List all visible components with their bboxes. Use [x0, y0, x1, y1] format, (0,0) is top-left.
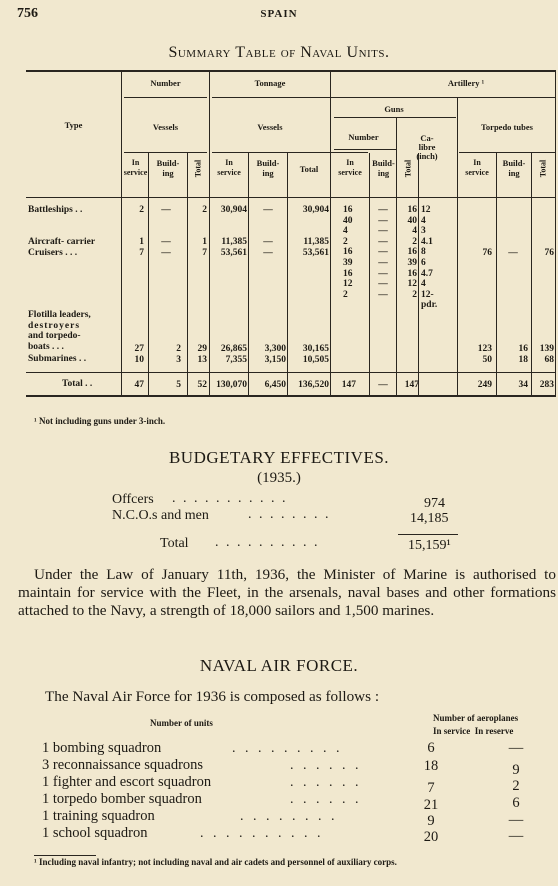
cell: 7 [202, 248, 207, 258]
cell: 68 [544, 355, 554, 365]
row-label-aircraft-carrier: Aircraft- carrier [28, 237, 96, 247]
head-torp-in-service: In service [465, 158, 489, 177]
leader-dots: . . . . . . [290, 792, 362, 807]
row-label-total: Total . . [62, 379, 93, 389]
cell: 10,505 [302, 355, 329, 365]
head-ton-total: Total [299, 164, 319, 174]
air-unit-row: 1 bombing squadron [42, 740, 162, 756]
cell: 52 [197, 380, 207, 390]
budget-total-label: Total [160, 536, 189, 551]
leader-dots: . . . . . . [290, 758, 362, 773]
row-label-submarines: Submarines . . [28, 354, 87, 364]
ncos-dots: . . . . . . . . [248, 507, 331, 522]
col-head-tonnage: Tonnage [254, 78, 286, 88]
head-gun-total: Total [403, 159, 413, 178]
officers-value: 974 [424, 496, 445, 511]
col-head-number: Number [150, 78, 181, 88]
cell: — [161, 248, 171, 258]
cell: 130,070 [216, 380, 247, 390]
in-reserve-value: — [508, 828, 524, 844]
leader-dots: . . . . . . . . . . [200, 826, 324, 841]
cell: 7,355 [225, 355, 247, 365]
cell: 139 [539, 344, 554, 354]
in-service-value: 7 [427, 780, 435, 796]
leader-dots: . . . . . . . . . [232, 741, 343, 756]
in-reserve-value: — [508, 740, 524, 756]
col-head-vessels-tonnage: Vessels [257, 122, 283, 132]
col-head-calibre: Ca- libre (inch) [416, 133, 438, 161]
in-reserve-value: 9 [512, 762, 520, 778]
cell: 3 [176, 355, 181, 365]
col-head-vessels-number: Vessels [152, 122, 179, 132]
air-unit-row: 1 torpedo bomber squadron [42, 791, 202, 807]
cell: 76 [544, 248, 554, 258]
naval-units-table [26, 70, 556, 396]
guns-calibre-column: 12 4 3 4.1 8 6 4.7 4 12- pdr. [421, 205, 438, 311]
head-gun-in-service: In service [338, 158, 362, 177]
cell: — [161, 205, 171, 215]
cell: 2 [202, 205, 207, 215]
cell: 11,385 [221, 237, 247, 247]
cell: 47 [134, 380, 144, 390]
cell: — [263, 248, 273, 258]
cell: 1 [202, 237, 207, 247]
footnote-rule [34, 855, 96, 856]
cell: 27 [134, 344, 144, 354]
ncos-label: N.C.O.s and men [112, 508, 209, 523]
col-head-units: Number of units [150, 718, 213, 728]
table-footnote: ¹ Not including guns under 3-inch. [34, 416, 166, 426]
in-reserve-value: — [508, 812, 524, 828]
guns-building-column: — — — — — — — — — [378, 205, 388, 300]
col-head-type: Type [64, 120, 83, 130]
cell: 16 [518, 344, 528, 354]
cell: — [161, 237, 171, 247]
cell: 7 [139, 248, 144, 258]
air-force-intro: The Naval Air Force for 1936 is composed as follows : [45, 688, 380, 705]
running-title: SPAIN [260, 8, 298, 20]
budget-total-value: 15,159¹ [408, 538, 451, 553]
air-unit-row: 3 reconnaissance squadrons [42, 757, 204, 773]
cell: 147 [404, 380, 419, 390]
cell: 11,385 [303, 237, 329, 247]
head-ton-in-service: In service [217, 158, 241, 177]
air-unit-row: 1 training squadron [42, 808, 155, 824]
budget-total-dots: . . . . . . . . . . [215, 535, 320, 550]
cell: 53,561 [302, 248, 329, 258]
cell: — [263, 237, 273, 247]
cell: 53,561 [220, 248, 247, 258]
page-number: 756 [17, 6, 38, 21]
row-label-flotilla: Flotilla leaders, destroyers and torpedo- boats . . . [28, 310, 91, 352]
guns-in-service-column: 16 40 4 2 16 39 16 12 2 [343, 205, 353, 300]
cell: 30,165 [302, 344, 329, 354]
law-paragraph: Under the Law of January 11th, 1936, the Minister of Marine is authorised to maintain for service with the Fleet, in the arsenals, naval bases and other formations attached to the Navy, a strength of 18,000 sailors and 1,500 marines. [18, 566, 556, 619]
in-service-value: 21 [423, 797, 439, 813]
cell: 3,150 [264, 355, 286, 365]
cell: 26,865 [220, 344, 247, 354]
cell: — [263, 205, 273, 215]
in-reserve-value: 6 [512, 795, 520, 811]
in-service-value: 9 [427, 813, 435, 829]
total-rule [398, 534, 458, 535]
cell: 10 [134, 355, 144, 365]
row-label-cruisers: Cruisers . . . [28, 248, 78, 258]
air-force-title: NAVAL AIR FORCE. [199, 656, 359, 675]
ncos-value: 14,185 [410, 511, 449, 526]
cell: 50 [482, 355, 492, 365]
in-service-value: 20 [423, 829, 439, 845]
officers-dots: . . . . . . . . . . . [172, 491, 288, 506]
cell: 30,904 [220, 205, 247, 215]
head-gun-building: Build- ing [372, 158, 395, 178]
cell: 249 [477, 380, 492, 390]
air-unit-row: 1 fighter and escort squadron [42, 774, 212, 790]
head-num-total: Total [193, 159, 203, 178]
cell: 283 [539, 380, 554, 390]
cell: 13 [197, 355, 207, 365]
head-num-building: Build- ing [156, 158, 180, 178]
cell: 76 [482, 248, 492, 258]
col-head-torpedo-tubes: Torpedo tubes [481, 122, 533, 132]
col-head-artillery: Artillery ¹ [447, 78, 485, 88]
cell: 18 [518, 355, 528, 365]
cell: — [508, 248, 518, 258]
row-label-battleships: Battleships . . [28, 205, 83, 215]
in-service-value: 6 [427, 740, 435, 756]
cell: 29 [197, 344, 207, 354]
cell: 5 [176, 380, 181, 390]
cell: 136,520 [298, 380, 329, 390]
cell: 30,904 [302, 205, 329, 215]
col-head-guns: Guns [384, 104, 404, 114]
budgetary-title: BUDGETARY EFFECTIVES. [168, 448, 390, 467]
cell: 2 [176, 344, 181, 354]
cell: 123 [477, 344, 492, 354]
leader-dots: . . . . . . . . [240, 809, 338, 824]
col-head-guns-number: Number [348, 132, 379, 142]
air-footnote: ¹ Including naval infantry; not including naval and air cadets and personnel of auxiliary corps. [34, 857, 397, 867]
cell: 2 [139, 205, 144, 215]
head-num-in-service: In service [123, 158, 148, 177]
air-unit-row: 1 school squadron [42, 825, 148, 841]
in-reserve-value: 2 [512, 778, 520, 794]
head-ton-building: Build- ing [256, 158, 280, 178]
col-head-aeroplanes: Number of aeroplanes [433, 713, 519, 723]
in-service-value: 18 [423, 758, 439, 774]
summary-table-title: Summary Table of Naval Units. [168, 44, 390, 61]
col-head-in-service-reserve: In service In reserve [433, 726, 514, 736]
leader-dots: . . . . . . [290, 775, 362, 790]
cell: — [378, 380, 388, 390]
officers-label: Offcers [112, 492, 154, 507]
cell: 3,300 [264, 344, 286, 354]
head-torp-building: Build- ing [502, 158, 526, 178]
cell: 34 [518, 380, 528, 390]
cell: 1 [139, 237, 144, 247]
cell: 147 [341, 380, 356, 390]
head-torp-total: Total [538, 159, 548, 178]
guns-total-column: 16 40 4 2 16 39 16 12 2 [407, 205, 417, 300]
cell: 6,450 [264, 380, 286, 390]
budgetary-year: (1935.) [257, 470, 301, 486]
